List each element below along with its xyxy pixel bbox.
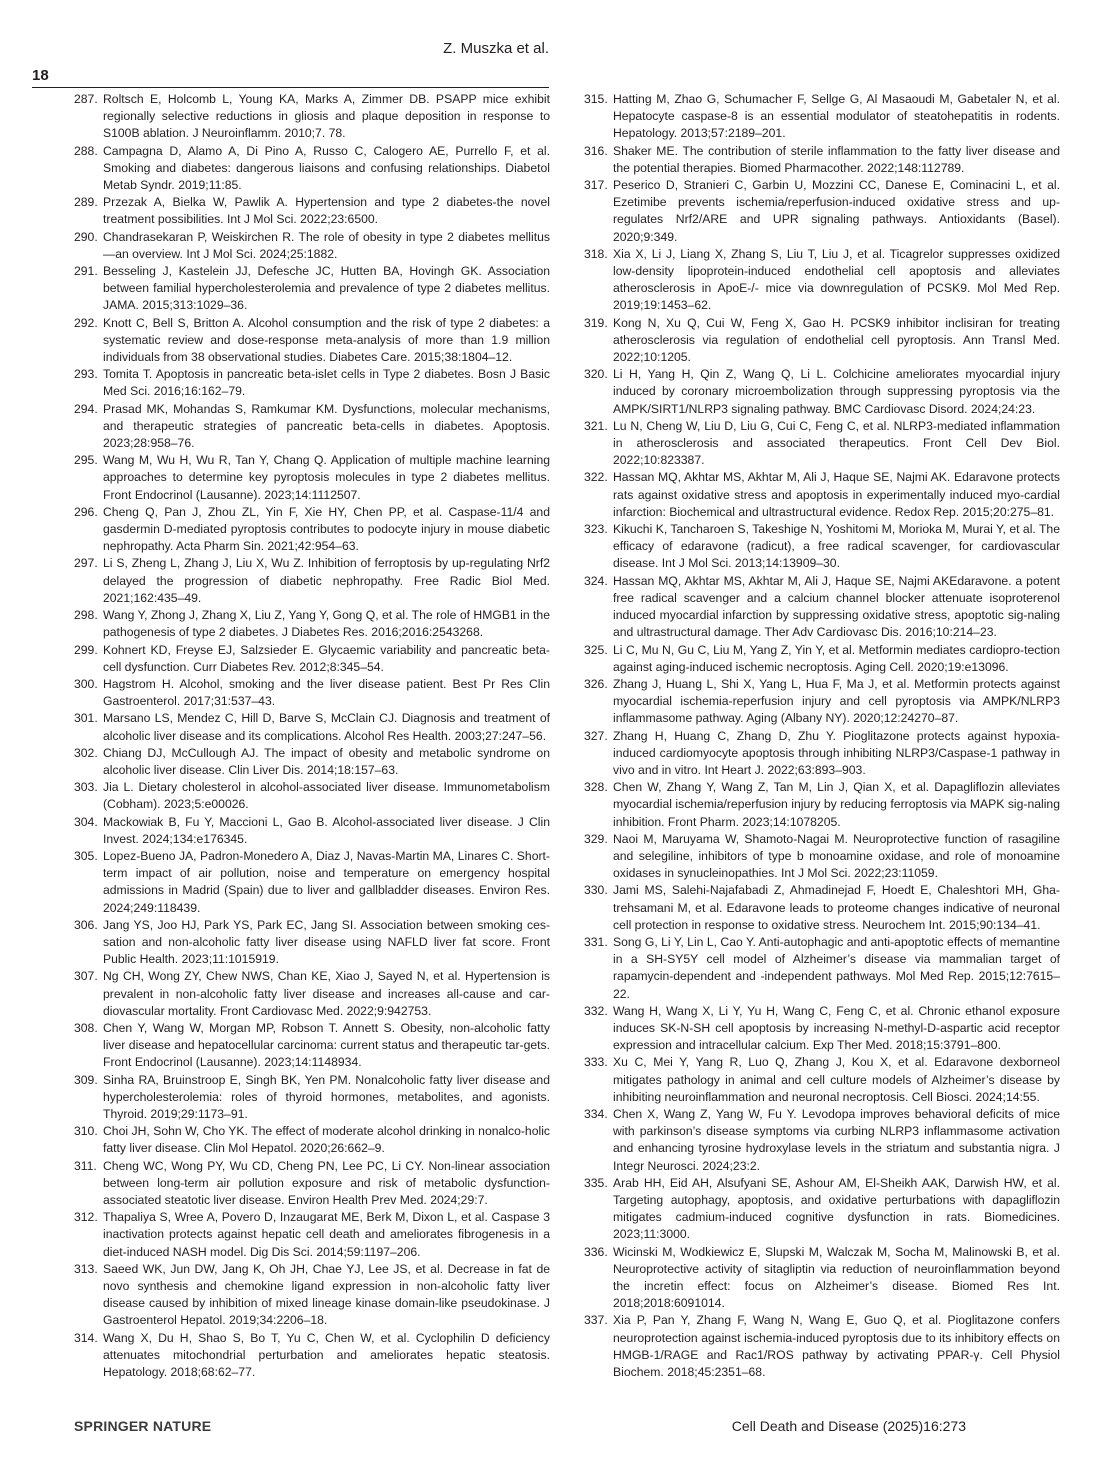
reference-entry [584, 676, 1060, 728]
reference-entry [74, 366, 550, 400]
reference-entry [584, 469, 1060, 521]
reference-number: 335. [584, 1175, 608, 1190]
reference-number: 311. [74, 1158, 97, 1173]
reference-text: Zhang H, Huang C, Zhang D, Zhu Y. Pioglitazone protects against hypoxia-induced cardiomyocyte apoptosis through inhibiting NLRP3/Caspase-1 pathway in vivo and in vitro. Int Heart J. 2022;63:893–903. [613, 728, 1060, 777]
reference-text: Chen W, Zhang Y, Wang Z, Tan M, Lin J, Qian X, et al. Dapagliflozin alleviates myocardial ischemia/reperfusion injury by reducing ferroptosis via MAPK sig-naling inhibition. Front Pharm. 2023;14:1078205. [613, 780, 1060, 829]
reference-text: Hagstrom H. Alcohol, smoking and the liver disease patient. Best Pr Res Clin Gastroenterol. 2017;31:537–43. [103, 676, 550, 709]
reference-number: 302. [74, 745, 98, 760]
reference-text: Chandrasekaran P, Weiskirchen R. The role of obesity in type 2 diabetes mellitus—an overview. Int J Mol Sci. 2024;25:1882. [103, 229, 550, 261]
reference-text: Kikuchi K, Tancharoen S, Takeshige N, Yoshitomi M, Morioka M, Murai Y, et al. The efficacy of edaravone (radicut), a free radical scavenger, for cardiovascular disease. Int J Mol Sci. 2013;14:13909–30. [613, 522, 1060, 571]
reference-entry [74, 1209, 550, 1261]
reference-text: Chiang DJ, McCullough AJ. The impact of obesity and metabolic syndrome on alcoholic liver disease. Clin Liver Dis. 2014;18:157–63. [103, 745, 550, 777]
reference-entry [584, 143, 1060, 177]
reference-text: Zhang J, Huang L, Shi X, Yang L, Hua F, Ma J, et al. Metformin protects against myocardial ischemia-reperfusion injury and cell pyroptosis via AMPK/NLRP3 inflammasome pathway. Aging (Albany NY). 2020;12:24270–87. [613, 676, 1060, 726]
reference-column-left [74, 91, 550, 1381]
reference-entry [74, 1123, 550, 1157]
reference-entry [584, 1106, 1060, 1175]
reference-number: 317. [584, 178, 608, 193]
reference-entry [74, 607, 550, 641]
reference-text: Wang H, Wang X, Li Y, Yu H, Wang C, Feng C, et al. Chronic ethanol exposure induces SK-N-SH cell apoptosis by increasing N-methyl-D-aspartic acid receptor expression and intracellular calcium. Exp Ther Med. 2018;15:3791–800. [613, 1003, 1060, 1053]
reference-entry [74, 917, 550, 969]
reference-column-right [584, 91, 1060, 1381]
reference-number: 331. [584, 934, 608, 949]
reference-text: Hassan MQ, Akhtar MS, Akhtar M, Ali J, Haque SE, Najmi AK. Edaravone protects rats against oxidative stress and apoptosis in experimentally induced myo-cardial infarction: Biochemical and ultrastructural evidence. Redox Rep. 2015;20:275–81. [613, 470, 1060, 519]
reference-text: Roltsch E, Holcomb L, Young KA, Marks A, Zimmer DB. PSAPP mice exhibit regionally selective reductions in gliosis and plaque deposition in response to S100B ablation. J Neuroinflamm. 2010;7. 78. [103, 92, 550, 141]
reference-text: Jang YS, Joo HJ, Park YS, Park EC, Jang SI. Association between smoking ces-sation and non-alcoholic fatty liver disease using NAFLD liver fat score. Front Public Health. 2023;11:1015919. [103, 917, 550, 967]
reference-entry [74, 401, 550, 453]
reference-entry [584, 642, 1060, 676]
reference-text: Chen X, Wang Z, Yang W, Fu Y. Levodopa improves behavioral deficits of mice with parkinson’s disease symptoms via curbing NLRP3 inflammasome activation and enhancing tyrosine hydroxylase levels in the striatum and substantia nigra. J Integr Neurosci. 2024;23:2. [613, 1106, 1060, 1173]
reference-entry [584, 1003, 1060, 1055]
reference-entry [74, 1072, 550, 1124]
reference-text: Song G, Li Y, Lin L, Cao Y. Anti-autophagic and anti-apoptotic effects of memantine in a SH-SY5Y cell model of Alzheimer’s disease via mammalian target of rapamycin-dependent and -independent pathways. Mol Med Rep. 2015;12:7615–22. [613, 934, 1060, 1001]
reference-number: 312. [74, 1210, 98, 1225]
reference-number: 334. [584, 1106, 608, 1121]
journal-citation: Cell Death and Disease (2025)16:273 [731, 1418, 966, 1434]
reference-text: Arab HH, Eid AH, Alsufyani SE, Ashour AM, El-Sheikh AAK, Darwish HW, et al. Targeting autophagy, apoptosis, and oxidative perturbations with dapagliflozin mitigates cadmium-induced cognitive dysfunction in rats. Biomedicines. 2023;11:3000. [613, 1175, 1060, 1242]
reference-text: Wang M, Wu H, Wu R, Tan Y, Chang Q. Application of multiple machine learning approaches to determine key pyroptosis molecules in type 2 diabetes mellitus. Front Endocrinol (Lausanne). 2023;14:1112507. [103, 453, 550, 502]
reference-number: 313. [74, 1261, 98, 1276]
reference-text: Hassan MQ, Akhtar MS, Akhtar M, Ali J, Haque SE, Najmi AKEdaravone. a potent free radical scavenger and a calcium channel blocker attenuate isoproterenol induced myocardial infarction by suppressing oxidative stress, apoptotic sig-naling and ultrastructural damage. Ther Adv Cardiovasc Dis. 2016;10:214–23. [613, 573, 1060, 640]
reference-entry [74, 642, 550, 676]
reference-number: 324. [584, 573, 608, 588]
reference-number: 337. [584, 1313, 608, 1328]
reference-text: Wang X, Du H, Shao S, Bo T, Yu C, Chen W, et al. Cyclophilin D deficiency attenuates mitochondrial perturbation and ameliorates hepatic steatosis. Hepatology. 2018;68:62–77. [103, 1330, 550, 1380]
reference-number: 319. [584, 315, 608, 330]
reference-text: Tomita T. Apoptosis in pancreatic beta-islet cells in Type 2 diabetes. Bosn J Basic Med Sci. 2016;16:162–79. [103, 367, 550, 399]
reference-entry [584, 934, 1060, 1003]
reference-number: 329. [584, 831, 608, 846]
reference-number: 293. [74, 367, 98, 382]
reference-number: 298. [74, 608, 98, 623]
reference-number: 301. [74, 711, 98, 726]
reference-entry [584, 831, 1060, 883]
reference-number: 305. [74, 848, 98, 863]
reference-entry [74, 91, 550, 143]
reference-text: Saeed WK, Jun DW, Jang K, Oh JH, Chae YJ, Lee JS, et al. Decrease in fat de novo synthesis and chemokine ligand expression in non-alcoholic fatty liver disease caused by inhibition of mixed lineage kinase domain-like pseudokinase. J Gastroenterol Hepatol. 2019;34:2206–18. [103, 1261, 550, 1328]
page-number: 18 [32, 67, 49, 84]
reference-text: Przezak A, Bielka W, Pawlik A. Hypertension and type 2 diabetes-the novel treatment possibilities. Int J Mol Sci. 2022;23:6500. [103, 195, 550, 227]
reference-number: 303. [74, 780, 98, 795]
reference-entry [74, 814, 550, 848]
reference-number: 322. [584, 470, 608, 485]
reference-number: 304. [74, 814, 98, 829]
reference-text: Kong N, Xu Q, Cui W, Feng X, Gao H. PCSK9 inhibitor inclisiran for treating atherosclerosis via regulation of endothelial cell pyroptosis. Ann Transl Med. 2022;10:1205. [613, 315, 1060, 365]
reference-entry [584, 315, 1060, 367]
reference-entry [74, 504, 550, 556]
publisher-logo: SPRINGER NATURE [74, 1418, 212, 1434]
reference-text: Li S, Zheng L, Zhang J, Liu X, Wu Z. Inhibition of ferroptosis by up-regulating Nrf2 delayed the progression of diabetic nephropathy. Free Radic Biol Med. 2021;162:435–49. [103, 556, 550, 605]
reference-text: Cheng WC, Wong PY, Wu CD, Cheng PN, Lee PC, Li CY. Non-linear association between long-term air pollution exposure and risk of metabolic dysfunction-associated steatotic liver disease. Environ Health Prev Med. 2024;29:7. [103, 1158, 550, 1207]
reference-text: Campagna D, Alamo A, Di Pino A, Russo C, Calogero AE, Purrello F, et al. Smoking and diabetes: dangerous liaisons and confusing relationships. Diabetol Metab Syndr. 2019;11:85. [103, 143, 550, 193]
reference-entry [584, 1054, 1060, 1106]
reference-text: Xu C, Mei Y, Yang R, Luo Q, Zhang J, Kou X, et al. Edaravone dexborneol mitigates pathology in animal and cell culture models of Alzheimer’s disease by inhibiting neuroinflammation and neuronal necroptosis. Cell Biosci. 2024;14:55. [613, 1055, 1060, 1104]
reference-text: Wang Y, Zhong J, Zhang X, Liu Z, Yang Y, Gong Q, et al. The role of HMGB1 in the pathogenesis of type 2 diabetes. J Diabetes Res. 2016;2016:2543268. [103, 608, 550, 640]
reference-entry [584, 521, 1060, 573]
reference-number: 295. [74, 453, 98, 468]
reference-entry [74, 779, 550, 813]
reference-number: 307. [74, 969, 98, 984]
reference-entry [74, 555, 550, 607]
reference-text: Mackowiak B, Fu Y, Maccioni L, Gao B. Alcohol-associated liver disease. J Clin Invest. 2024;134:e176345. [103, 814, 550, 846]
header-rule [32, 87, 549, 88]
reference-text: Knott C, Bell S, Britton A. Alcohol consumption and the risk of type 2 diabetes: a systematic review and dose-response meta-analysis of more than 1.9 million individuals from 38 observational studies. Diabetes Care. 2015;38:1804–12. [103, 315, 550, 365]
reference-text: Jami MS, Salehi-Najafabadi Z, Ahmadinejad F, Hoedt E, Chaleshtori MH, Gha-trehsamani M, et al. Edaravone leads to proteome changes indicative of neuronal cell protection in response to oxidative stress. Neurochem Int. 2015;90:134–41. [613, 883, 1060, 932]
reference-entry [584, 91, 1060, 143]
reference-text: Lopez-Bueno JA, Padron-Monedero A, Diaz J, Navas-Martin MA, Linares C. Short-term impact of air pollution, noise and temperature on emergency hospital admissions in Madrid (Spain) due to liver and gallbladder diseases. Environ Res. 2024;249:118439. [103, 848, 550, 915]
reference-entry [74, 676, 550, 710]
reference-entry [584, 1312, 1060, 1381]
reference-number: 321. [584, 418, 608, 433]
reference-number: 328. [584, 780, 608, 795]
reference-entry [74, 1330, 550, 1382]
reference-entry [74, 745, 550, 779]
reference-text: Lu N, Cheng W, Liu D, Liu G, Cui C, Feng C, et al. NLRP3-mediated inflammation in atherosclerosis and associated therapeutics. Front Cell Dev Biol. 2022;10:823387. [613, 418, 1060, 468]
reference-entry [584, 366, 1060, 418]
reference-number: 315. [584, 92, 608, 106]
reference-number: 330. [584, 883, 608, 898]
reference-number: 336. [584, 1244, 608, 1259]
running-head: Z. Muszka et al. [443, 40, 549, 57]
reference-number: 308. [74, 1020, 98, 1035]
reference-number: 290. [74, 229, 98, 244]
reference-number: 310. [74, 1124, 98, 1139]
reference-number: 300. [74, 676, 98, 691]
reference-number: 306. [74, 917, 98, 932]
reference-entry [74, 1261, 550, 1330]
reference-entry [74, 452, 550, 504]
reference-number: 292. [74, 315, 98, 330]
reference-entry [74, 194, 550, 228]
reference-text: Chen Y, Wang W, Morgan MP, Robson T. Annett S. Obesity, non-alcoholic fatty liver disease and hepatocellular carcinoma: current status and therapeutic tar-gets. Front Endocrinol (Lausanne). 2023;14:1148934. [103, 1020, 550, 1070]
reference-number: 287. [74, 92, 98, 106]
reference-number: 296. [74, 504, 98, 519]
reference-entry [584, 779, 1060, 831]
reference-entry [584, 882, 1060, 934]
reference-text: Marsano LS, Mendez C, Hill D, Barve S, McClain CJ. Diagnosis and treatment of alcoholic liver disease and its complications. Alcohol Res Health. 2003;27:247–56. [103, 711, 550, 743]
reference-number: 327. [584, 728, 608, 743]
reference-number: 326. [584, 676, 608, 691]
reference-entry [584, 246, 1060, 315]
reference-text: Xia P, Pan Y, Zhang F, Wang N, Wang E, Guo Q, et al. Pioglitazone confers neuroprotection against ischemia-induced pyroptosis due to its inhibitory effects on HMGB-1/RAGE and Rac1/ROS pathway by activating PPAR-γ. Cell Physiol Biochem. 2018;45:2351–68. [613, 1313, 1060, 1380]
reference-number: 332. [584, 1003, 608, 1018]
reference-text: Prasad MK, Mohandas S, Ramkumar KM. Dysfunctions, molecular mechanisms, and therapeutic strategies of pancreatic beta-cells in diabetes. Apoptosis. 2023;28:958–76. [103, 401, 550, 451]
reference-entry [584, 1175, 1060, 1244]
reference-entry [74, 848, 550, 917]
reference-text: Naoi M, Maruyama W, Shamoto-Nagai M. Neuroprotective function of rasagiline and selegiline, inhibitors of type b monoamine oxidase, and role of monoamine oxidases in synucleinopathies. Int J Mol Sci. 2022;23:11059. [613, 831, 1060, 881]
reference-number: 320. [584, 367, 608, 382]
reference-number: 325. [584, 642, 608, 657]
reference-number: 316. [584, 143, 608, 158]
reference-entry [584, 418, 1060, 470]
reference-text: Xia X, Li J, Liang X, Zhang S, Liu T, Liu J, et al. Ticagrelor suppresses oxidized low-density lipoprotein-induced endothelial cell apoptosis and alleviates atherosclerosis in ApoE-/- mice via downregulation of PCSK9. Mol Med Rep. 2019;19:1453–62. [613, 246, 1060, 313]
reference-entry [74, 229, 550, 263]
reference-text: Kohnert KD, Freyse EJ, Salzsieder E. Glycaemic variability and pancreatic beta-cell dysfunction. Curr Diabetes Rev. 2012;8:345–54. [103, 642, 550, 674]
reference-number: 314. [74, 1330, 98, 1345]
reference-number: 333. [584, 1055, 608, 1070]
reference-entry [74, 315, 550, 367]
reference-number: 297. [74, 556, 98, 571]
reference-number: 299. [74, 642, 98, 657]
reference-entry [584, 1244, 1060, 1313]
reference-number: 291. [74, 264, 98, 279]
reference-text: Shaker ME. The contribution of sterile inflammation to the fatty liver disease and the potential therapies. Biomed Pharmacother. 2022;148:112789. [613, 143, 1060, 175]
reference-text: Besseling J, Kastelein JJ, Defesche JC, Hutten BA, Hovingh GK. Association between familial hypercholesterolemia and prevalence of type 2 diabetes mellitus. JAMA. 2015;313:1029–36. [103, 264, 550, 313]
reference-entry [74, 1020, 550, 1072]
reference-entry [584, 728, 1060, 780]
reference-number: 288. [74, 143, 98, 158]
reference-entry [74, 263, 550, 315]
reference-text: Cheng Q, Pan J, Zhou ZL, Yin F, Xie HY, Chen PP, et al. Caspase-11/4 and gasdermin D-mediated pyroptosis contributes to podocyte injury in mouse diabetic nephropathy. Acta Pharm Sin. 2021;42:954–63. [103, 504, 550, 554]
reference-entry [74, 968, 550, 1020]
reference-entry [584, 573, 1060, 642]
reference-text: Choi JH, Sohn W, Cho YK. The effect of moderate alcohol drinking in nonalco-holic fatty liver disease. Clin Mol Hepatol. 2020;26:662–9. [103, 1124, 550, 1156]
reference-text: Thapaliya S, Wree A, Povero D, Inzaugarat ME, Berk M, Dixon L, et al. Caspase 3 inactivation protects against hepatic cell death and ameliorates fibrogenesis in a diet-induced NASH model. Dig Dis Sci. 2014;59:1197–206. [103, 1210, 550, 1259]
reference-entry [584, 177, 1060, 246]
reference-entry [74, 710, 550, 744]
reference-text: Peserico D, Stranieri C, Garbin U, Mozzini CC, Danese E, Cominacini L, et al. Ezetimibe prevents ischemia/reperfusion-induced oxidative stress and up-regulates Nrf2/ARE and UPR signaling pathways. Antioxidants (Basel). 2020;9:349. [613, 178, 1060, 244]
reference-text: Hatting M, Zhao G, Schumacher F, Sellge G, Al Masaoudi M, Gabetaler N, et al. Hepatocyte caspase-8 is an essential modulator of steatohepatitis in rodents. Hepatology. 2013;57:2189–201. [613, 92, 1060, 141]
reference-text: Ng CH, Wong ZY, Chew NWS, Chan KE, Xiao J, Sayed N, et al. Hypertension is prevalent in non-alcoholic fatty liver disease and increases all-cause and car-diovascular mortality. Front Cardiovasc Med. 2022;9:942753. [103, 969, 550, 1018]
reference-number: 318. [584, 246, 608, 261]
reference-number: 309. [74, 1072, 98, 1087]
reference-text: Jia L. Dietary cholesterol in alcohol-associated liver disease. Immunometabolism (Cobham). 2023;5:e00026. [103, 780, 550, 812]
reference-text: Sinha RA, Bruinstroop E, Singh BK, Yen PM. Nonalcoholic fatty liver disease and hypercholesterolemia: roles of thyroid hormones, metabolites, and agonists. Thyroid. 2019;29:1173–91. [103, 1072, 550, 1121]
reference-text: Li C, Mu N, Gu C, Liu M, Yang Z, Yin Y, et al. Metformin mediates cardiopro-tection against aging-induced ischemic necroptosis. Aging Cell. 2020;19:e13096. [613, 642, 1060, 674]
reference-text: Li H, Yang H, Qin Z, Wang Q, Li L. Colchicine ameliorates myocardial injury induced by coronary microembolization through suppressing pyroptosis via the AMPK/SIRT1/NLRP3 signaling pathway. BMC Cardiovasc Disord. 2024;24:23. [613, 367, 1060, 416]
reference-entry [74, 1158, 550, 1210]
reference-text: Wicinski M, Wodkiewicz E, Slupski M, Walczak M, Socha M, Malinowski B, et al. Neuroprotective activity of sitagliptin via reduction of neuroinflammation beyond the incretin effect: focus on Alzheimer’s disease. Biomed Res Int. 2018;2018:6091014. [613, 1244, 1060, 1311]
reference-entry [74, 143, 550, 195]
reference-number: 289. [74, 195, 98, 210]
reference-number: 323. [584, 522, 608, 537]
reference-number: 294. [74, 401, 98, 416]
